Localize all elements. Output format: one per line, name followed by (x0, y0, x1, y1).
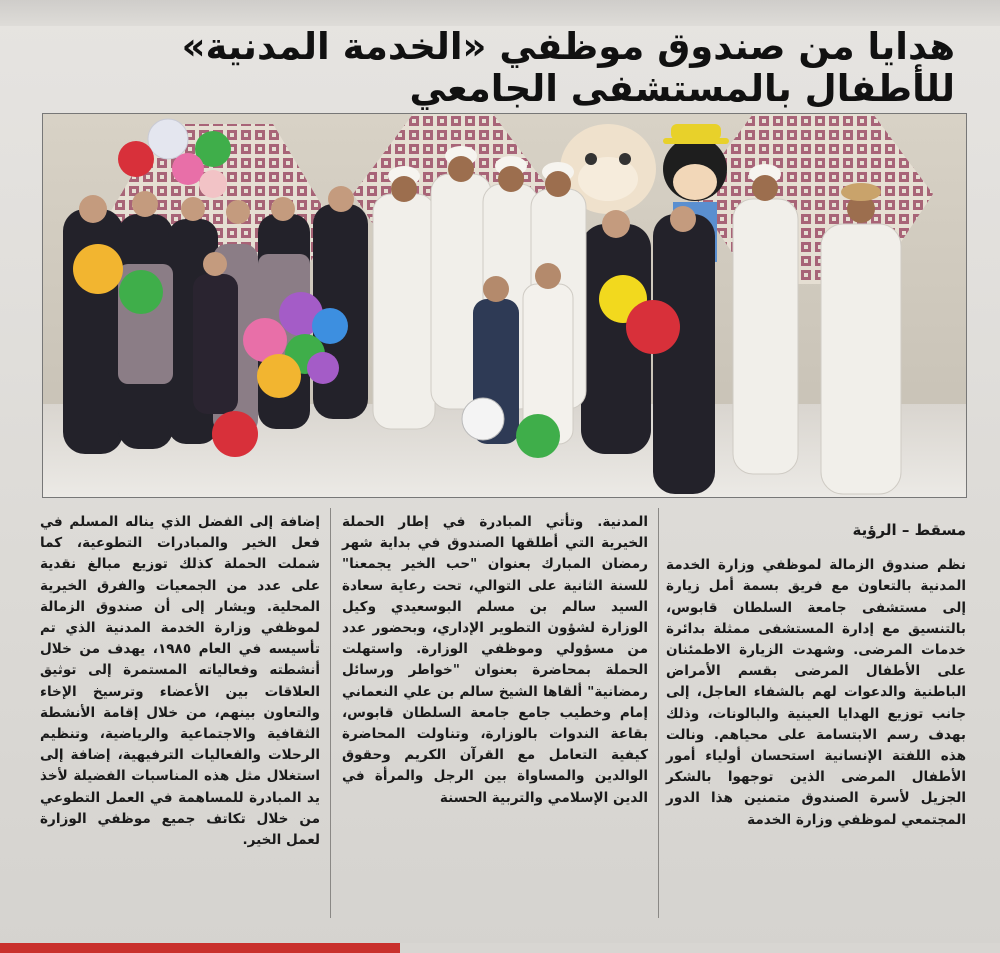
page-bottom-edge (0, 943, 1000, 953)
article-paragraph: إضافة إلى الفضل الذي يناله المسلم في فعل الخير والمبادرات التطوعية، كما شملت الحملة كذلك توزيع مبالغ نقدية على عدد من الجمعيات والفرق الخيرية المحلية. ويشار إلى أن صندوق الزمالة لموظفي وزارة الخدمة المدنية الذي تم تأسيسه في العام ١٩٨٥، يهدف من خلال أنشطته وفعالياته المستمرة إلى توثيق العلاقات بين الأعضاء وترسيخ الإخاء والتعاون بينهم، من خلال إقامة الأنشطة الثقافية والاجتماعية والرياضية، وتنظيم الرحلات والفعاليات الترفيهية، إضافة إلى استغلال مثل هذه المناسبات الفضيلة لأخذ يد المبادرة للمساهمة في العمل التطوعي من خلال تكاتف جميع موظفي الوزارة لعمل الخير. (40, 514, 320, 849)
page-top-edge (0, 0, 1000, 26)
article-headline: هدايا من صندوق موظفي «الخدمة المدنية» للأطفال بالمستشفى الجامعي (181, 25, 955, 110)
article-paragraph: نظم صندوق الزمالة لموظفي وزارة الخدمة المدنية بالتعاون مع فريق بسمة أمل زيارة إلى مستشفى جامعة السلطان قابوس، بالتنسيق مع إدارة المستشفى ممثلة بدائرة خدمات المرضى. وشهدت الزيارة الاطمئنان على الأطفال المرضى بقسم الأمراض الباطنية والدعوات لهم بالشفاء العاجل، إلى جانب توزيع الهدايا العينية والبالونات، وذلك بهدف رسم الابتسامة على محياهم. ونالت هذه اللفتة الإنسانية استحسان أولياء أمور الأطفال المرضى الذين توجهوا بالشكر الجزيل لأسرة الصندوق متمنين هذا الدور المجتمعي لموظفي وزارة الخدمة (666, 557, 966, 828)
photo-illustration (43, 114, 967, 498)
column-divider (658, 508, 659, 918)
column-divider (330, 508, 331, 918)
article-column-left (40, 512, 320, 851)
article-byline: مسقط – الرؤية (852, 521, 966, 539)
article-paragraph: المدنية. وتأتي المبادرة في إطار الحملة الخيرية التي أطلقها الصندوق في بداية شهر رمضان المبارك بعنوان "حب الخير يجمعنا" للسنة الثانية على التوالي، تحت رعاية سعادة السيد سالم بن مسلم البوسعيدي وكيل الوزارة لشؤون التطوير الإداري، وبحضور عدد من مسؤولي وموظفي الوزارة. واستهلت الحملة بمحاضرة بعنوان "خواطر ورسائل رمضانية" ألقاها الشيخ سالم بن علي النعماني إمام وخطيب جامع جامعة السلطان قابوس، بقاعة الندوات بالوزارة، وتناولت المحاضرة كيفية التعامل مع القرآن الكريم وحقوق الوالدين والمساواة بين الرجل والمرأة في الدين الإسلامي والتربية الحسنة (342, 514, 648, 806)
article-column-right (666, 512, 966, 831)
article-column-middle (342, 512, 648, 809)
group-photo (42, 113, 967, 498)
